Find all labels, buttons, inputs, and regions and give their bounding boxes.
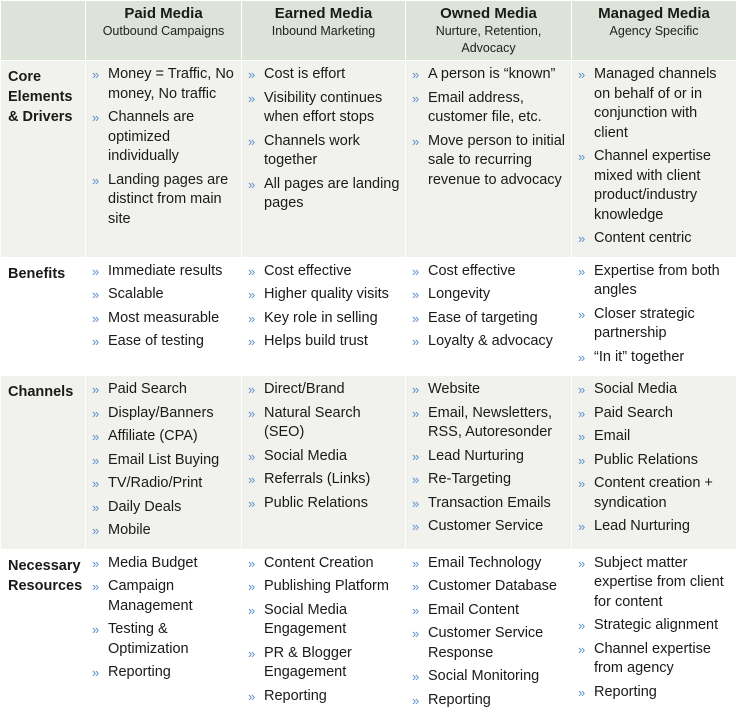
list-item-text: Transaction Emails	[428, 495, 551, 511]
bullet-icon: »	[92, 380, 99, 400]
list-item	[92, 577, 237, 616]
bullet-icon: »	[578, 348, 585, 368]
list-item	[578, 404, 732, 424]
list-item-text: Customer Database	[428, 578, 557, 594]
column-title: Earned Media	[246, 5, 401, 23]
bullet-icon: »	[412, 380, 419, 400]
list-item	[412, 601, 567, 621]
header-corner	[1, 1, 86, 61]
list-item	[578, 474, 732, 513]
bullet-list	[248, 262, 401, 352]
list-item-text: Landing pages are distinct from main site	[108, 172, 228, 227]
cell-channels-paid-media	[86, 376, 242, 550]
cell-benefits-paid-media	[86, 257, 242, 376]
list-item	[412, 517, 567, 537]
bullet-icon: »	[248, 644, 255, 664]
bullet-icon: »	[578, 147, 585, 167]
list-item-text: Social Media	[264, 448, 347, 464]
bullet-icon: »	[578, 616, 585, 636]
list-item	[578, 380, 732, 400]
list-item	[578, 262, 732, 301]
list-item	[412, 494, 567, 514]
list-item	[92, 404, 237, 424]
bullet-list	[412, 380, 567, 537]
list-item	[92, 474, 237, 494]
list-item-text: Natural Search (SEO)	[264, 405, 361, 441]
list-item	[412, 309, 567, 329]
bullet-icon: »	[92, 171, 99, 191]
bullet-icon: »	[412, 470, 419, 490]
list-item	[248, 65, 401, 85]
list-item-text: Strategic alignment	[594, 617, 718, 633]
list-item-text: Content centric	[594, 230, 692, 246]
list-item-text: Media Budget	[108, 555, 197, 571]
bullet-icon: »	[92, 498, 99, 518]
list-item	[248, 285, 401, 305]
bullet-list	[578, 380, 732, 537]
list-item-text: Lead Nurturing	[594, 518, 690, 534]
list-item-text: Direct/Brand	[264, 381, 345, 397]
list-item-text: Channel expertise mixed with client product/industry knowledge	[594, 148, 711, 223]
list-item-text: Reporting	[108, 664, 171, 680]
column-subtitle: Nurture, Retention, Advocacy	[410, 23, 567, 57]
list-item	[412, 404, 567, 443]
list-item-text: Public Relations	[264, 495, 368, 511]
list-item-text: Reporting	[428, 692, 491, 708]
column-header-managed-media	[572, 1, 736, 61]
list-item	[412, 332, 567, 352]
list-item	[578, 348, 732, 368]
bullet-icon: »	[412, 132, 419, 152]
list-item-text: Content Creation	[264, 555, 374, 571]
list-item	[578, 616, 732, 636]
list-item-text: Managed channels on behalf of or in conjunction with client	[594, 66, 717, 141]
column-header-owned-media	[406, 1, 572, 61]
bullet-icon: »	[248, 577, 255, 597]
bullet-icon: »	[412, 667, 419, 687]
cell-necessary-resources-earned-media	[242, 549, 406, 719]
bullet-icon: »	[412, 554, 419, 574]
list-item	[248, 644, 401, 683]
column-title: Owned Media	[410, 5, 567, 23]
row-channels	[1, 376, 736, 550]
bullet-list	[578, 262, 732, 368]
cell-core-elements-drivers-paid-media	[86, 61, 242, 258]
bullet-icon: »	[248, 687, 255, 707]
bullet-icon: »	[92, 663, 99, 683]
list-item-text: Lead Nurturing	[428, 448, 524, 464]
list-item	[92, 332, 237, 352]
list-item-text: Email Technology	[428, 555, 541, 571]
list-item-text: “In it” together	[594, 349, 684, 365]
bullet-list	[248, 554, 401, 707]
row-header: Core Elements & Drivers	[1, 61, 86, 258]
bullet-icon: »	[248, 380, 255, 400]
column-subtitle: Inbound Marketing	[246, 23, 401, 40]
list-item	[248, 554, 401, 574]
row-header: Channels	[1, 376, 86, 550]
list-item-text: Daily Deals	[108, 499, 181, 515]
list-item	[248, 601, 401, 640]
list-item	[92, 380, 237, 400]
list-item-text: A person is “known”	[428, 66, 555, 82]
cell-core-elements-drivers-earned-media	[242, 61, 406, 258]
bullet-icon: »	[578, 554, 585, 574]
bullet-icon: »	[412, 65, 419, 85]
bullet-icon: »	[412, 404, 419, 424]
row-header: Necessary Resources	[1, 549, 86, 719]
bullet-icon: »	[578, 474, 585, 494]
bullet-icon: »	[578, 229, 585, 249]
list-item	[578, 305, 732, 344]
list-item-text: Paid Search	[108, 381, 187, 397]
list-item	[412, 554, 567, 574]
list-item-text: Money = Traffic, No money, No traffic	[108, 66, 234, 102]
bullet-icon: »	[578, 640, 585, 660]
row-header: Benefits	[1, 257, 86, 376]
bullet-icon: »	[248, 601, 255, 621]
bullet-icon: »	[92, 404, 99, 424]
list-item	[248, 89, 401, 128]
column-subtitle: Agency Specific	[576, 23, 732, 40]
bullet-icon: »	[248, 332, 255, 352]
list-item-text: Channels are optimized individually	[108, 109, 194, 164]
bullet-icon: »	[92, 65, 99, 85]
list-item	[92, 171, 237, 230]
list-item	[248, 404, 401, 443]
bullet-list	[412, 262, 567, 352]
bullet-icon: »	[578, 262, 585, 282]
list-item	[92, 663, 237, 683]
bullet-icon: »	[412, 691, 419, 711]
list-item-text: Subject matter expertise from client for content	[594, 555, 724, 610]
list-item	[92, 521, 237, 541]
list-item-text: Campaign Management	[108, 578, 193, 614]
list-item-text: Immediate results	[108, 263, 222, 279]
row-necessary-resources	[1, 549, 736, 719]
bullet-icon: »	[412, 601, 419, 621]
list-item	[412, 285, 567, 305]
bullet-icon: »	[92, 451, 99, 471]
bullet-icon: »	[412, 624, 419, 644]
list-item-text: Move person to initial sale to recurring revenue to advocacy	[428, 133, 565, 188]
cell-core-elements-drivers-managed-media	[572, 61, 736, 258]
bullet-icon: »	[248, 89, 255, 109]
list-item	[412, 262, 567, 282]
list-item	[412, 132, 567, 191]
list-item-text: All pages are landing pages	[264, 176, 399, 212]
bullet-icon: »	[248, 470, 255, 490]
cell-channels-managed-media	[572, 376, 736, 550]
cell-necessary-resources-owned-media	[406, 549, 572, 719]
bullet-list	[92, 262, 237, 352]
list-item	[92, 498, 237, 518]
list-item	[248, 687, 401, 707]
bullet-icon: »	[92, 521, 99, 541]
list-item-text: Email Content	[428, 602, 519, 618]
bullet-icon: »	[248, 262, 255, 282]
list-item-text: Visibility continues when effort stops	[264, 90, 382, 126]
list-item-text: Referrals (Links)	[264, 471, 370, 487]
list-item	[92, 451, 237, 471]
bullet-icon: »	[412, 517, 419, 537]
bullet-list	[412, 554, 567, 711]
cell-necessary-resources-managed-media	[572, 549, 736, 719]
list-item-text: Social Media	[594, 381, 677, 397]
list-item-text: Customer Service Response	[428, 625, 543, 661]
bullet-icon: »	[92, 332, 99, 352]
list-item	[412, 577, 567, 597]
list-item	[92, 427, 237, 447]
list-item-text: Email address, customer file, etc.	[428, 90, 542, 126]
list-item-text: Email, Newsletters, RSS, Autoresonder	[428, 405, 552, 441]
bullet-icon: »	[248, 554, 255, 574]
bullet-icon: »	[578, 517, 585, 537]
cell-benefits-earned-media	[242, 257, 406, 376]
bullet-list	[92, 380, 237, 541]
bullet-icon: »	[412, 262, 419, 282]
bullet-icon: »	[92, 577, 99, 597]
list-item	[248, 175, 401, 214]
list-item	[248, 577, 401, 597]
list-item	[92, 620, 237, 659]
list-item	[248, 309, 401, 329]
bullet-icon: »	[248, 404, 255, 424]
list-item	[412, 691, 567, 711]
list-item-text: Affiliate (CPA)	[108, 428, 198, 444]
list-item	[92, 262, 237, 282]
list-item-text: Testing & Optimization	[108, 621, 189, 657]
bullet-icon: »	[248, 494, 255, 514]
bullet-icon: »	[578, 683, 585, 703]
list-item-text: Paid Search	[594, 405, 673, 421]
list-item-text: Channels work together	[264, 133, 360, 169]
column-title: Managed Media	[576, 5, 732, 23]
list-item	[578, 554, 732, 613]
list-item-text: Reporting	[594, 684, 657, 700]
bullet-icon: »	[92, 285, 99, 305]
bullet-icon: »	[92, 262, 99, 282]
list-item-text: Cost is effort	[264, 66, 345, 82]
list-item-text: Reporting	[264, 688, 327, 704]
list-item-text: Social Monitoring	[428, 668, 539, 684]
bullet-icon: »	[412, 447, 419, 467]
column-header-earned-media	[242, 1, 406, 61]
bullet-icon: »	[412, 89, 419, 109]
list-item	[412, 667, 567, 687]
list-item-text: Higher quality visits	[264, 286, 389, 302]
bullet-icon: »	[578, 65, 585, 85]
list-item-text: Most measurable	[108, 310, 219, 326]
bullet-icon: »	[92, 620, 99, 640]
table-body	[1, 61, 736, 720]
cell-channels-earned-media	[242, 376, 406, 550]
list-item-text: Scalable	[108, 286, 164, 302]
bullet-icon: »	[248, 132, 255, 152]
list-item-text: Expertise from both angles	[594, 263, 720, 299]
list-item-text: Ease of testing	[108, 333, 204, 349]
header-row	[1, 1, 736, 61]
bullet-icon: »	[92, 427, 99, 447]
list-item	[248, 380, 401, 400]
list-item	[578, 640, 732, 679]
column-subtitle: Outbound Campaigns	[90, 23, 237, 40]
bullet-icon: »	[92, 474, 99, 494]
list-item	[578, 65, 732, 143]
list-item	[578, 427, 732, 447]
list-item	[578, 683, 732, 703]
list-item-text: Email	[594, 428, 630, 444]
bullet-list	[578, 65, 732, 249]
list-item	[92, 285, 237, 305]
list-item-text: Mobile	[108, 522, 151, 538]
list-item	[92, 309, 237, 329]
bullet-list	[412, 65, 567, 190]
row-benefits	[1, 257, 736, 376]
list-item-text: Customer Service	[428, 518, 543, 534]
bullet-list	[92, 65, 237, 229]
list-item-text: TV/Radio/Print	[108, 475, 202, 491]
list-item-text: Content creation + syndication	[594, 475, 713, 511]
cell-benefits-managed-media	[572, 257, 736, 376]
list-item	[412, 624, 567, 663]
bullet-icon: »	[248, 175, 255, 195]
bullet-icon: »	[248, 285, 255, 305]
bullet-icon: »	[578, 451, 585, 471]
list-item-text: Re-Targeting	[428, 471, 511, 487]
bullet-icon: »	[578, 404, 585, 424]
bullet-icon: »	[412, 494, 419, 514]
bullet-list	[248, 65, 401, 214]
bullet-icon: »	[412, 309, 419, 329]
bullet-icon: »	[92, 309, 99, 329]
list-item-text: Helps build trust	[264, 333, 368, 349]
list-item	[412, 65, 567, 85]
list-item-text: Loyalty & advocacy	[428, 333, 553, 349]
cell-channels-owned-media	[406, 376, 572, 550]
list-item	[578, 229, 732, 249]
list-item-text: Cost effective	[264, 263, 352, 279]
list-item-text: Publishing Platform	[264, 578, 389, 594]
bullet-icon: »	[92, 554, 99, 574]
list-item-text: Display/Banners	[108, 405, 214, 421]
list-item	[578, 147, 732, 225]
list-item-text: Cost effective	[428, 263, 516, 279]
list-item-text: Email List Buying	[108, 452, 219, 468]
list-item-text: Key role in selling	[264, 310, 378, 326]
list-item	[92, 554, 237, 574]
list-item-text: PR & Blogger Engagement	[264, 645, 352, 681]
list-item	[248, 332, 401, 352]
list-item	[578, 517, 732, 537]
bullet-icon: »	[578, 427, 585, 447]
list-item	[248, 262, 401, 282]
list-item-text: Channel expertise from agency	[594, 641, 711, 677]
list-item-text: Closer strategic partnership	[594, 306, 695, 342]
list-item	[412, 447, 567, 467]
bullet-icon: »	[412, 577, 419, 597]
list-item	[412, 470, 567, 490]
bullet-icon: »	[92, 108, 99, 128]
list-item-text: Public Relations	[594, 452, 698, 468]
list-item	[248, 132, 401, 171]
cell-necessary-resources-paid-media	[86, 549, 242, 719]
bullet-list	[92, 554, 237, 683]
bullet-icon: »	[248, 309, 255, 329]
list-item-text: Social Media Engagement	[264, 602, 347, 638]
column-header-paid-media	[86, 1, 242, 61]
column-title: Paid Media	[90, 5, 237, 23]
cell-benefits-owned-media	[406, 257, 572, 376]
bullet-icon: »	[578, 305, 585, 325]
list-item	[92, 108, 237, 167]
list-item	[248, 494, 401, 514]
list-item	[412, 380, 567, 400]
bullet-icon: »	[578, 380, 585, 400]
list-item-text: Longevity	[428, 286, 490, 302]
list-item	[248, 447, 401, 467]
list-item	[92, 65, 237, 104]
bullet-list	[578, 554, 732, 703]
list-item	[248, 470, 401, 490]
list-item	[578, 451, 732, 471]
list-item-text: Website	[428, 381, 480, 397]
bullet-icon: »	[248, 447, 255, 467]
list-item-text: Ease of targeting	[428, 310, 538, 326]
bullet-list	[248, 380, 401, 513]
cell-core-elements-drivers-owned-media	[406, 61, 572, 258]
bullet-icon: »	[248, 65, 255, 85]
bullet-icon: »	[412, 285, 419, 305]
list-item	[412, 89, 567, 128]
row-core-elements-drivers	[1, 61, 736, 258]
bullet-icon: »	[412, 332, 419, 352]
